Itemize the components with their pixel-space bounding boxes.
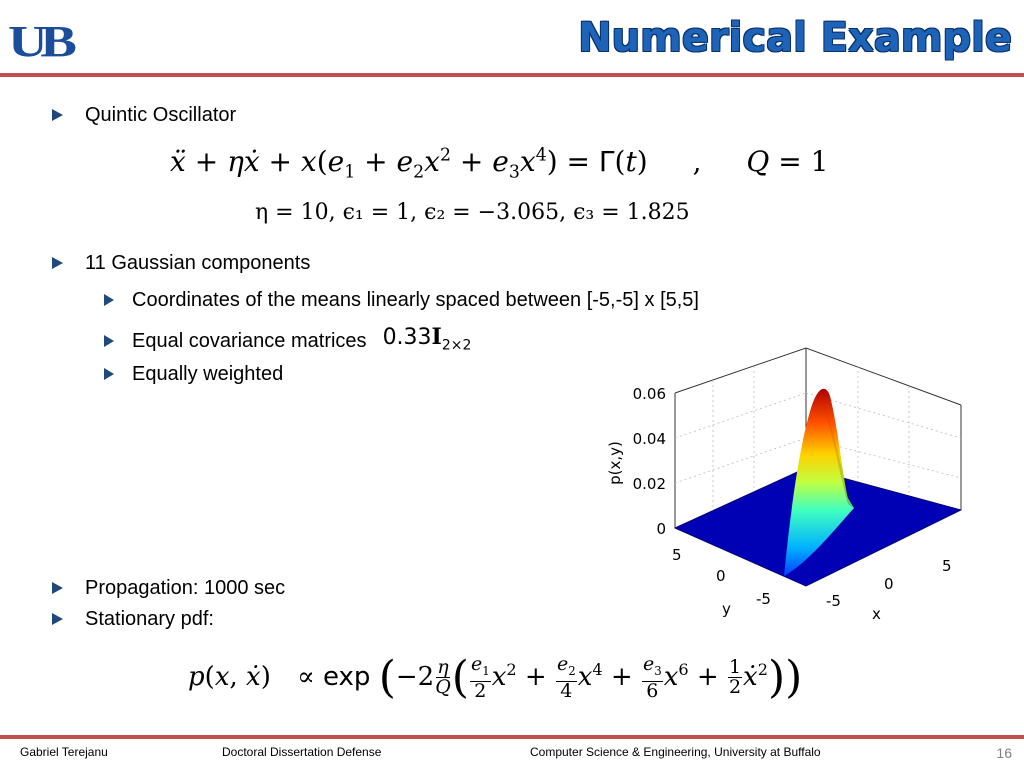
subbullet-means <box>104 288 699 312</box>
y-tick: -5 <box>756 590 771 608</box>
cov-dim: 2×2 <box>441 337 472 354</box>
bullet-arrow-icon <box>104 368 114 380</box>
bullet-quintic <box>52 103 236 127</box>
equation-separator: , <box>692 145 702 178</box>
z-axis-label: p(x,y) <box>606 441 624 485</box>
surface-plot <box>596 338 976 628</box>
footer-author: Gabriel Terejanu <box>20 745 108 759</box>
bullet-text: 11 Gaussian components <box>85 252 311 274</box>
bullet-gaussian <box>52 251 310 275</box>
y-tick: 5 <box>672 546 682 564</box>
bullet-text: Coordinates of the means linearly spaced between [-5,-5] x [5,5] <box>132 289 699 311</box>
z-axis-ticks <box>633 385 666 538</box>
bullet-text: Equally weighted <box>132 363 284 385</box>
equation-oscillator: ẍ + ηẋ + $x(e_1 + e_2x^2 + e_3x^4) = \Gamma(t)$ , Q = 1 <box>170 145 829 183</box>
bullet-text: Equal covariance matrices <box>132 330 367 353</box>
y-tick: 0 <box>716 567 726 585</box>
header-divider <box>0 73 1024 77</box>
bullet-arrow-icon <box>104 294 114 306</box>
subbullet-weights <box>104 362 283 386</box>
bullet-text: Propagation: 1000 sec <box>85 577 286 599</box>
z-tick: 0.02 <box>632 475 666 493</box>
bullet-text: Quintic Oscillator <box>85 104 237 126</box>
bullet-arrow-icon <box>52 109 63 121</box>
y-axis-label: y <box>722 600 731 618</box>
cov-value: 0.33 <box>382 325 432 350</box>
equation-stationary-pdf: p(x, ẋ) ∝ exp (−2 $\frac{\eta}{Q}$ ( $\frac{e_1}{2}$ $x^2$ + $\frac{e_2}{4}$ $x^4$ + $\frac{e_3}{6}$ $x^6$ + $\frac{1}{2}$ ẋ$^2$)) <box>188 651 803 703</box>
footer-affiliation: Computer Science & Engineering, University at Buffalo <box>530 745 821 759</box>
slide-title: Numerical Example <box>578 15 1012 61</box>
bullet-arrow-icon <box>52 582 63 594</box>
x-tick: 5 <box>942 557 952 575</box>
z-tick: 0.04 <box>632 430 666 448</box>
bullet-arrow-icon <box>104 335 114 347</box>
bullet-arrow-icon <box>52 257 63 269</box>
x-tick: -5 <box>826 592 841 610</box>
bullet-arrow-icon <box>52 613 63 625</box>
logo-text: UB <box>8 17 70 66</box>
z-tick: 0.06 <box>632 385 666 403</box>
equation-params: η = 10, ϵ₁ = 1, ϵ₂ = −3.065, ϵ₃ = 1.825 <box>255 200 690 225</box>
covariance-expression <box>383 325 472 357</box>
bullet-propagation <box>52 576 285 600</box>
x-axis-label: x <box>872 605 881 623</box>
z-tick: 0 <box>656 520 666 538</box>
bullet-text: Stationary pdf: <box>85 608 214 630</box>
footer-divider <box>0 735 1024 739</box>
ub-logo <box>8 14 100 70</box>
bullet-stationary <box>52 607 214 631</box>
x-tick: 0 <box>884 575 894 593</box>
subbullet-covariance <box>104 325 471 357</box>
page-number: 16 <box>996 745 1012 761</box>
footer-event: Doctoral Dissertation Defense <box>222 745 382 759</box>
cov-identity: I <box>431 324 442 350</box>
